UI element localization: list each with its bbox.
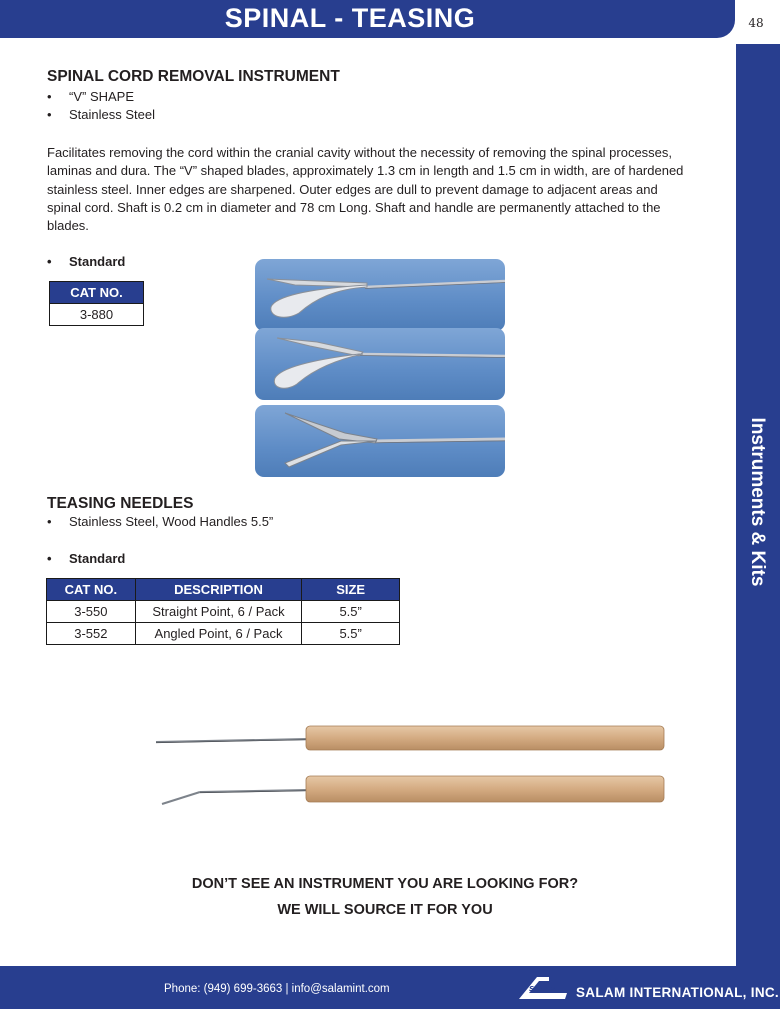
table-row bbox=[47, 623, 400, 645]
table-cell: 5.5” bbox=[302, 623, 400, 645]
table-cell: Straight Point, 6 / Pack bbox=[135, 601, 302, 623]
table-cell: 3-550 bbox=[47, 601, 136, 623]
teasing-standard-label: • Standard bbox=[47, 551, 126, 566]
page-title: SPINAL - TEASING bbox=[224, 3, 476, 33]
company-name: SALAM INTERNATIONAL, INC. bbox=[576, 985, 779, 1000]
teasing-needles-image bbox=[150, 720, 670, 812]
table-header: CAT NO. bbox=[47, 579, 136, 601]
spinal-description: Facilitates removing the cord within the cranial cavity without the necessity of removing the spinal processes, laminas and dura. The “V” shaped blades, approximately 1.3 cm in length and 1.5 cm in width, are of hardened stainless steel. Inner edges are sharpened. Outer edges are dull to prevent damage to adjacent areas and spinal cord. Shaft is 0.2 cm in diameter and 78 cm Long. Shaft and handle are permanently attached to the blades. bbox=[47, 145, 684, 234]
teasing-bullet: • Stainless Steel, Wood Handles 5.5” bbox=[47, 514, 274, 529]
callout-line-1: DON’T SEE AN INSTRUMENT YOU ARE LOOKING FOR? bbox=[191, 876, 579, 892]
spinal-bullet: • “V” SHAPE bbox=[47, 89, 135, 104]
spinal-bullet: • Stainless Steel bbox=[47, 107, 155, 122]
callout-line-2: WE WILL SOURCE IT FOR YOU bbox=[277, 902, 493, 918]
table-row bbox=[47, 601, 400, 623]
footer-contact: Phone: (949) 699-3663 | info@salamint.com bbox=[164, 983, 390, 995]
table-header: SIZE bbox=[302, 579, 400, 601]
table-cell: 5.5” bbox=[302, 601, 400, 623]
table-cell: 3-880 bbox=[50, 304, 144, 326]
spinal-instrument-photo bbox=[255, 405, 505, 477]
svg-text:SALAM: SALAM bbox=[529, 985, 557, 993]
spinal-section-title: SPINAL CORD REMOVAL INSTRUMENT bbox=[47, 68, 340, 85]
spinal-instrument-photo bbox=[255, 328, 505, 400]
table-header: CAT NO. bbox=[50, 282, 144, 304]
table-cell: Angled Point, 6 / Pack bbox=[135, 623, 302, 645]
spinal-standard-label: • Standard bbox=[47, 254, 126, 269]
table-row bbox=[50, 304, 144, 326]
teasing-section-title: TEASING NEEDLES bbox=[47, 495, 194, 512]
table-cell: 3-552 bbox=[47, 623, 136, 645]
spinal-instrument-photo bbox=[255, 259, 505, 331]
page-number: 48 bbox=[748, 16, 764, 30]
spinal-cat-table bbox=[49, 281, 144, 326]
side-tab-label: Instruments & Kits bbox=[747, 417, 768, 587]
table-header: DESCRIPTION bbox=[135, 579, 302, 601]
teasing-cat-table bbox=[46, 578, 400, 645]
company-logo bbox=[515, 975, 571, 1001]
